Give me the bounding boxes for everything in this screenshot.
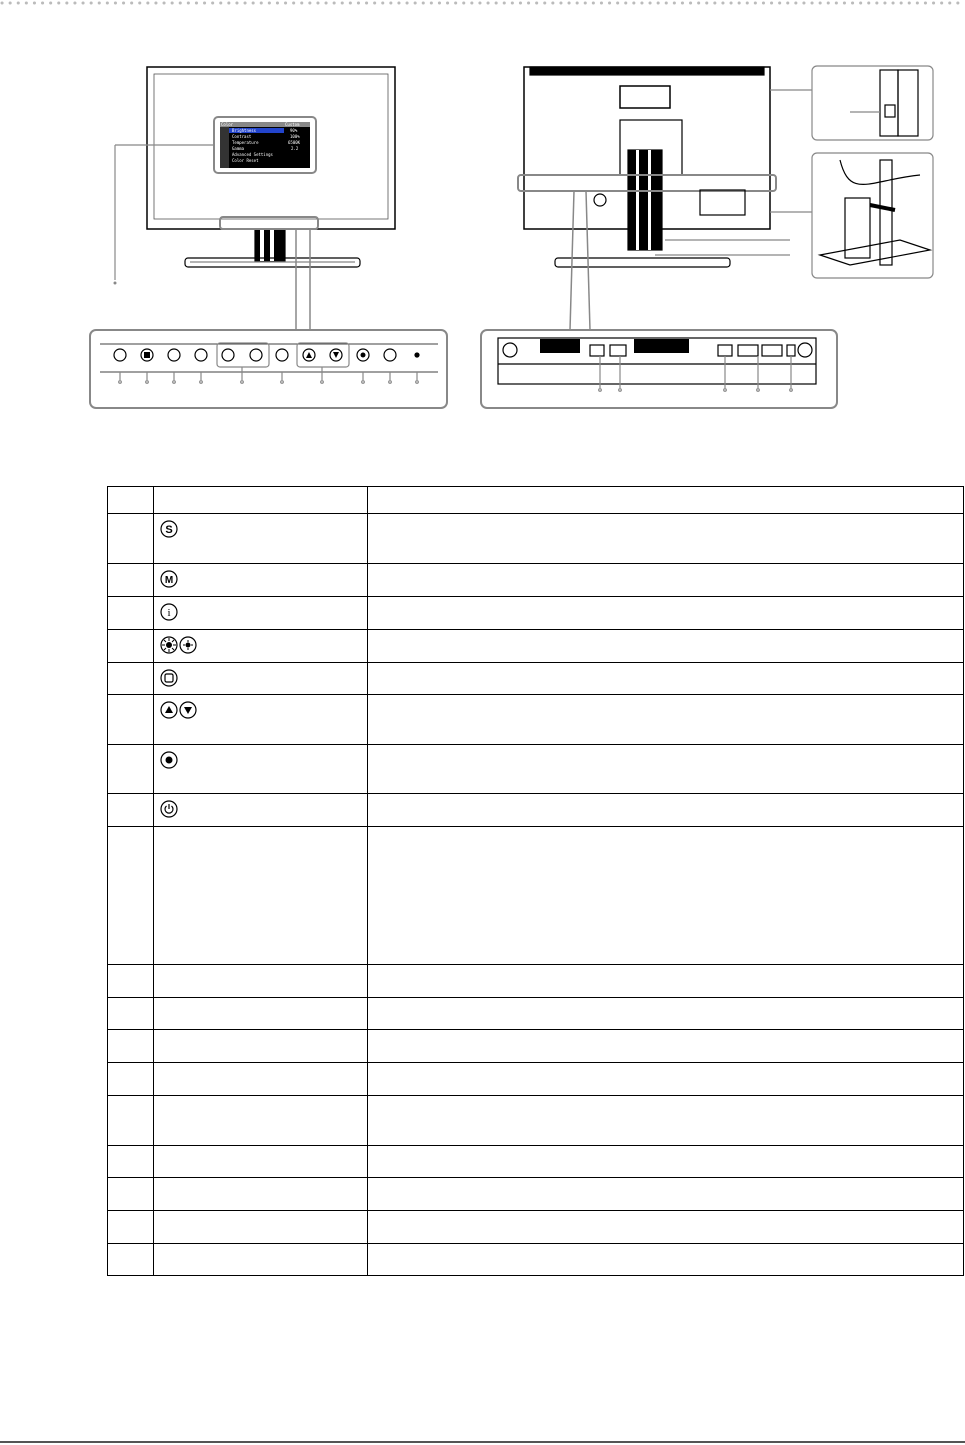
row-name-cell (154, 1146, 368, 1178)
table-row (108, 1030, 964, 1063)
row-number-cell (108, 745, 154, 794)
row-function-cell (368, 695, 964, 745)
rear-connectors-enlarged (481, 330, 837, 408)
row-function-cell (368, 597, 964, 630)
monitor-diagram (0, 40, 965, 420)
row-function-cell (368, 1063, 964, 1096)
row-number-cell (108, 1146, 154, 1178)
row-function-cell (368, 1096, 964, 1146)
table-row (108, 695, 964, 745)
row-function-cell (368, 514, 964, 564)
row-number-cell (108, 514, 154, 564)
table-row (108, 663, 964, 695)
row-number-cell (108, 827, 154, 965)
table-row (108, 1178, 964, 1211)
table-row (108, 1063, 964, 1096)
row-function-cell (368, 965, 964, 998)
brightness-buttons-icon (160, 639, 198, 651)
power-button-icon (160, 803, 178, 815)
row-name-cell (154, 1063, 368, 1096)
row-function-cell (368, 794, 964, 827)
row-function-cell (368, 745, 964, 794)
table-row (108, 564, 964, 597)
side-usb-detail (812, 66, 933, 140)
row-name-cell (154, 1096, 368, 1146)
table-row (108, 1244, 964, 1276)
svg-text:S: S (165, 524, 173, 536)
up-down-buttons-icon (160, 704, 198, 716)
screen-menu-mode: Custom (285, 122, 300, 127)
svg-text:Contrast: Contrast (232, 134, 252, 139)
row-number-cell (108, 794, 154, 827)
row-function-cell (368, 564, 964, 597)
row-number-cell (108, 663, 154, 695)
table-row (108, 514, 964, 564)
row-number-cell (108, 1030, 154, 1063)
svg-text:i: i (167, 607, 171, 619)
row-number-cell (108, 1211, 154, 1244)
svg-text:100%: 100% (290, 134, 300, 139)
row-function-cell (368, 1146, 964, 1178)
row-number-cell (108, 1178, 154, 1211)
table-row (108, 794, 964, 827)
row-number-cell (108, 597, 154, 630)
row-name-cell (154, 695, 368, 745)
svg-text:2.2: 2.2 (291, 146, 299, 151)
front-buttons-enlarged (90, 330, 447, 408)
monitor-rear-view (518, 67, 812, 330)
table-row (108, 630, 964, 663)
svg-text:Color Reset: Color Reset (232, 158, 259, 163)
row-function-cell (368, 998, 964, 1030)
row-number-cell (108, 1063, 154, 1096)
monitor-front-view (114, 67, 396, 330)
s-button-icon (160, 523, 178, 535)
svg-text:Gamma: Gamma (232, 146, 245, 151)
row-name-cell (154, 998, 368, 1030)
m-button-icon (160, 573, 178, 585)
header-cell (154, 487, 368, 514)
row-number-cell (108, 1244, 154, 1276)
row-function-cell (368, 1211, 964, 1244)
control-description-table (107, 486, 964, 1276)
row-name-cell (154, 827, 368, 965)
row-function-cell (368, 827, 964, 965)
table-row (108, 1211, 964, 1244)
row-number-cell (108, 695, 154, 745)
screen-menu-title: Color (221, 122, 234, 127)
svg-text:Brightness: Brightness (232, 128, 257, 133)
input-button-icon (160, 672, 178, 684)
dotted-top-border (0, 0, 965, 6)
enter-button-icon (160, 754, 178, 766)
svg-text:90%: 90% (290, 128, 298, 133)
table-row (108, 998, 964, 1030)
svg-text:M: M (164, 575, 174, 586)
row-function-cell (368, 1244, 964, 1276)
row-function-cell (368, 1030, 964, 1063)
table-row (108, 597, 964, 630)
row-name-cell (154, 1211, 368, 1244)
row-number-cell (108, 1096, 154, 1146)
row-name-cell (154, 514, 368, 564)
svg-text:Temperature: Temperature (232, 140, 259, 145)
header-cell (368, 487, 964, 514)
row-function-cell (368, 663, 964, 695)
row-name-cell (154, 663, 368, 695)
row-name-cell (154, 597, 368, 630)
table-row (108, 1096, 964, 1146)
info-button-icon (160, 606, 178, 618)
table-row (108, 965, 964, 998)
row-name-cell (154, 1030, 368, 1063)
table-header-row (108, 487, 964, 514)
page-bottom-rule (0, 1441, 965, 1443)
header-cell (108, 487, 154, 514)
cable-holder-detail (812, 153, 933, 278)
row-name-cell (154, 1244, 368, 1276)
row-name-cell (154, 745, 368, 794)
row-function-cell (368, 630, 964, 663)
table-row (108, 827, 964, 965)
table-row (108, 1146, 964, 1178)
row-name-cell (154, 965, 368, 998)
row-name-cell (154, 794, 368, 827)
row-number-cell (108, 630, 154, 663)
row-number-cell (108, 564, 154, 597)
row-name-cell (154, 630, 368, 663)
row-name-cell (154, 1178, 368, 1211)
table-row (108, 745, 964, 794)
svg-text:Advanced Settings: Advanced Settings (232, 152, 273, 157)
svg-text:6500K: 6500K (288, 140, 301, 145)
row-function-cell (368, 1178, 964, 1211)
row-name-cell (154, 564, 368, 597)
row-number-cell (108, 965, 154, 998)
row-number-cell (108, 998, 154, 1030)
